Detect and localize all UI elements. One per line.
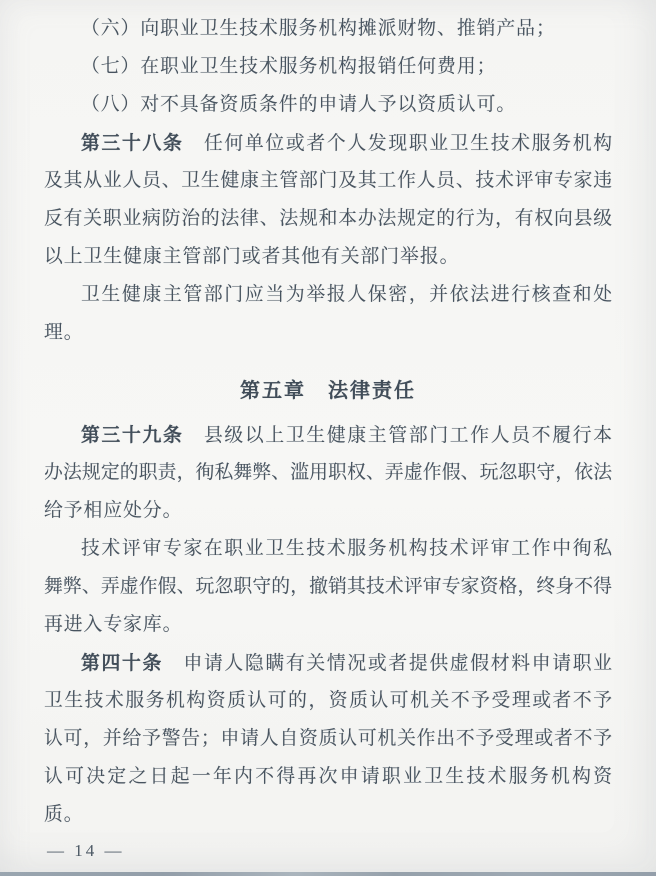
article-number: 第三十九条: [81, 424, 184, 445]
paragraphs-container: [44, 10, 612, 834]
text-line: 再进入专家库。: [44, 614, 183, 635]
article-number: 第四十条: [81, 652, 163, 673]
text-line: 第四十条 申请人隐瞒有关情况或者提供虚假材料申请职业: [81, 652, 612, 674]
article-number: 第三十八条: [81, 132, 184, 153]
scan-bottom-edge: [0, 872, 656, 876]
paragraph: [44, 530, 612, 644]
text-line: （六）向职业卫生技术服务机构摊派财物、推销产品；: [81, 18, 556, 39]
text-line: 质。: [44, 804, 84, 825]
text-line: （七）在职业卫生技术服务机构报销任何费用；: [81, 56, 497, 77]
text-line: （八）对不具备资质条件的申请人予以资质认可。: [81, 94, 517, 115]
page-number: — 14 —: [47, 841, 125, 860]
paragraph: [44, 124, 612, 276]
text-line: 第三十九条 县级以上卫生健康主管部门工作人员不履行本: [81, 424, 612, 446]
text-line: 第三十八条 任何单位或者个人发现职业卫生技术服务机构: [81, 132, 612, 154]
paragraph: [44, 416, 612, 530]
paragraph: [44, 86, 612, 124]
text-line: 以上卫生健康主管部门或者其他有关部门举报。: [44, 246, 460, 267]
text-line: 认可决定之日起一年内不得再次申请职业卫生技术服务机构资: [44, 766, 612, 787]
paragraph: [44, 644, 612, 834]
text-line: 技术评审专家在职业卫生技术服务机构技术评审工作中徇私: [81, 538, 612, 559]
text-line: 认可，并给予警告；申请人自资质认可机关作出不予受理或者不予: [44, 728, 612, 749]
text-line: 给予相应处分。: [44, 500, 183, 521]
text-line: 卫生健康主管部门应当为举报人保密，并依法进行核查和处: [81, 284, 612, 305]
chapter-heading: 第五章 法律责任: [240, 380, 416, 402]
text-line: 舞弊、弄虚作假、玩忽职守的，撤销其技术评审专家资格，终身不得: [44, 576, 612, 597]
text-line: 理。: [44, 322, 84, 343]
text-line: 反有关职业病防治的法律、法规和本办法规定的行为，有权向县级: [44, 208, 612, 229]
text-line: 办法规定的职责，徇私舞弊、滥用职权、弄虚作假、玩忽职守，依法: [44, 462, 612, 483]
text-line: 卫生技术服务机构资质认可的，资质认可机关不予受理或者不予: [44, 690, 612, 711]
paragraph: [44, 10, 612, 48]
paragraph: [44, 276, 612, 352]
paragraph: [44, 48, 612, 86]
text-line: 及其从业人员、卫生健康主管部门及其工作人员、技术评审专家违: [44, 170, 612, 191]
